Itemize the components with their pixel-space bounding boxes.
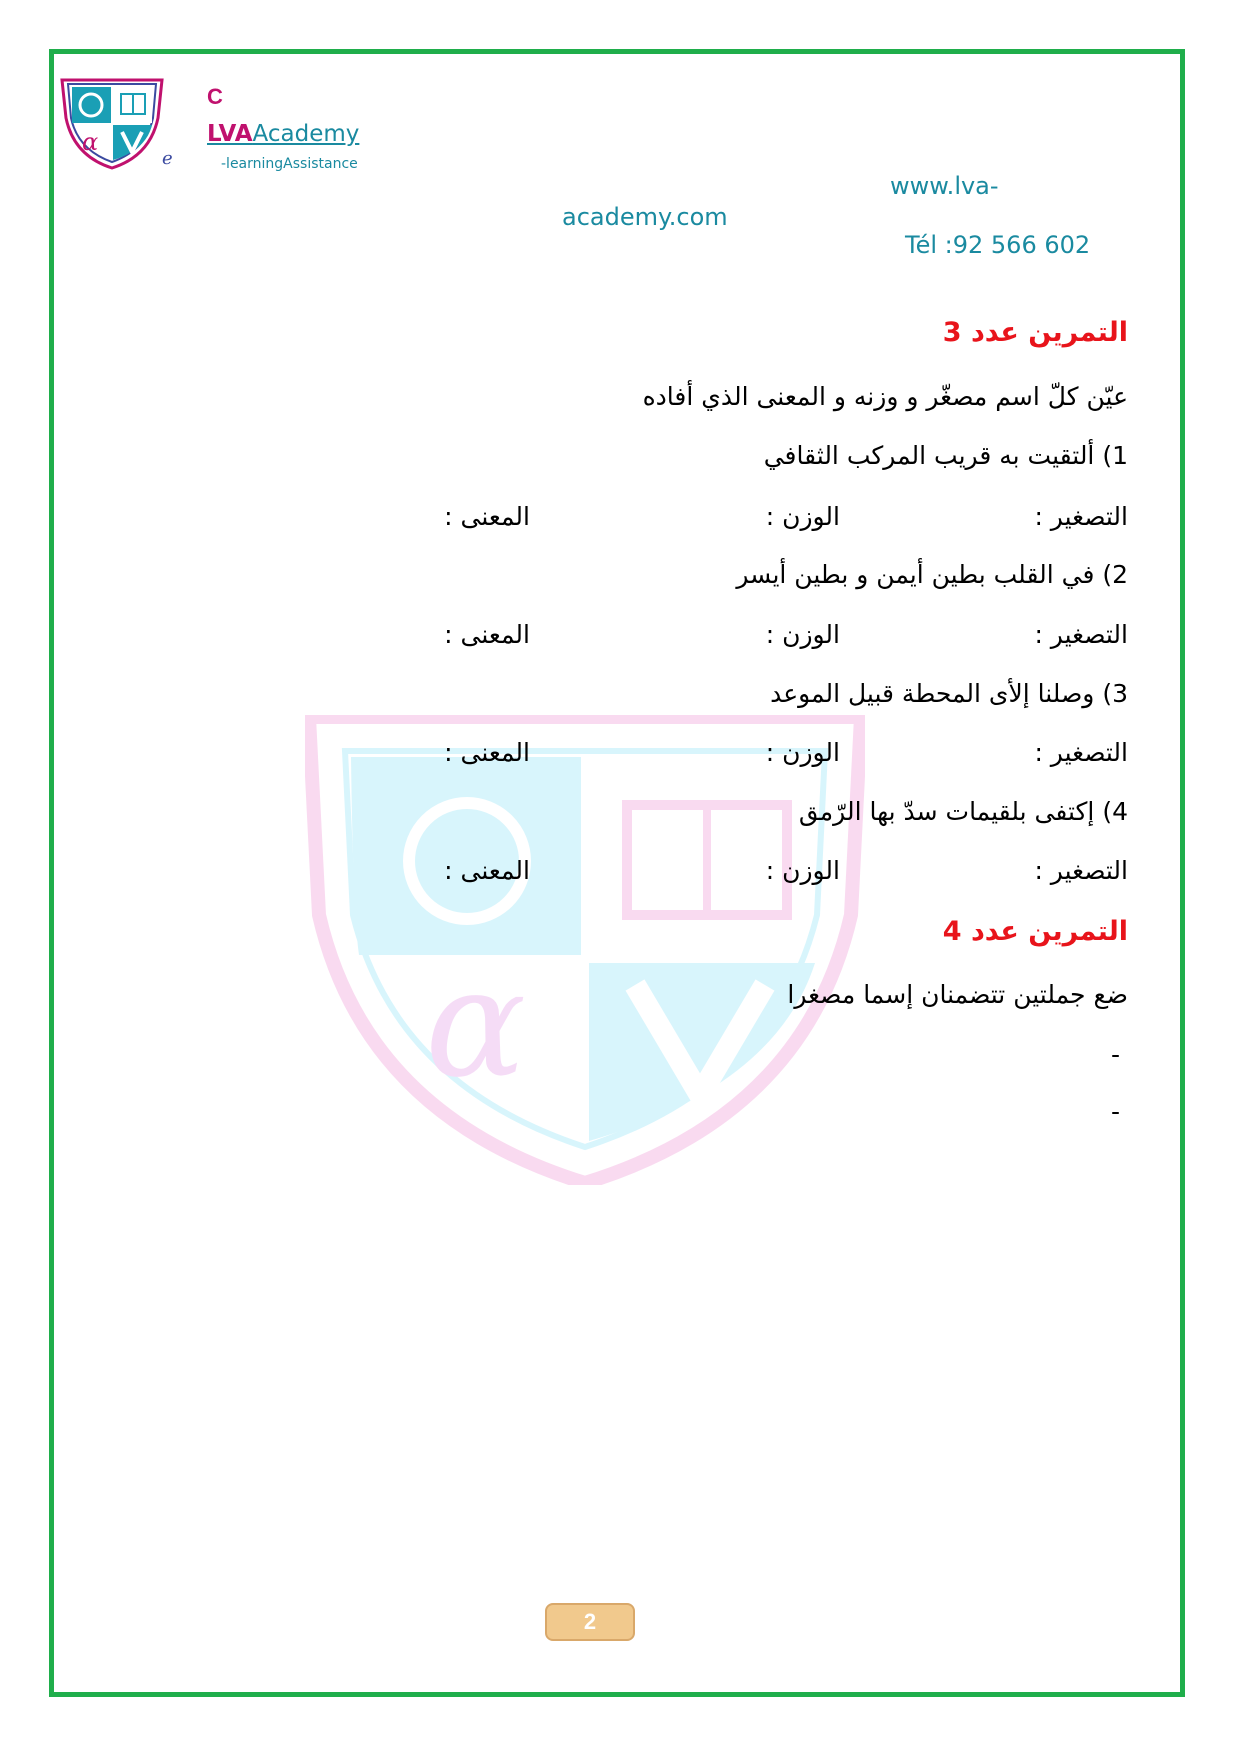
svg-text:α: α	[425, 937, 527, 1111]
brand-academy: Academy	[252, 121, 360, 147]
tasghir-label-4: التصغير :	[1034, 856, 1128, 885]
exercise4-bullet-2: -	[1110, 1097, 1120, 1126]
exercise3-item-1: 1) ألتقيت به قريب المركب الثقافي	[763, 441, 1128, 470]
wazn-label-2: الوزن :	[765, 620, 840, 649]
brand-letter-c: C	[207, 84, 223, 109]
exercise3-instruction: عيّن كلّ اسم مصغّر و وزنه و المعنى الذي أفاده	[642, 382, 1128, 411]
website-link-part1[interactable]: www.lva-	[890, 172, 999, 200]
watermark-shield-icon	[305, 715, 865, 1185]
maana-label-4: المعنى :	[444, 856, 530, 885]
exercise4-bullet-1: -	[1110, 1040, 1120, 1069]
page-number: 2	[545, 1603, 635, 1641]
tasghir-label-1: التصغير :	[1034, 502, 1128, 531]
exercise3-item-3: 3) وصلنا إلأى المحطة قبيل الموعد	[770, 679, 1128, 708]
exercise3-item-2: 2) في القلب بطين أيمن و بطين أيسر	[736, 560, 1128, 589]
phone-number: Tél :92 566 602	[905, 231, 1091, 259]
svg-text:α: α	[82, 128, 99, 156]
wazn-label-1: الوزن :	[765, 502, 840, 531]
maana-label-3: المعنى :	[444, 738, 530, 767]
logo-letter-e: e	[162, 148, 173, 169]
brand-lva: LVA	[207, 121, 253, 147]
website-link-part2[interactable]: academy.com	[562, 203, 728, 231]
exercise3-title: التمرين عدد 3	[942, 317, 1128, 348]
exercise3-item-4: 4) إكتفى بلقيمات سدّ بها الرّمق	[798, 797, 1128, 826]
logo-shield-icon	[58, 78, 166, 170]
brand-name	[207, 121, 359, 147]
exercise4-title: التمرين عدد 4	[942, 916, 1128, 947]
tasghir-label-3: التصغير :	[1034, 738, 1128, 767]
exercise4-instruction: ضع جملتين تتضمنان إسما مصغرا	[787, 980, 1128, 1009]
brand-subtitle: -learningAssistance	[221, 156, 358, 172]
tasghir-label-2: التصغير :	[1034, 620, 1128, 649]
wazn-label-4: الوزن :	[765, 856, 840, 885]
maana-label-1: المعنى :	[444, 502, 530, 531]
maana-label-2: المعنى :	[444, 620, 530, 649]
wazn-label-3: الوزن :	[765, 738, 840, 767]
